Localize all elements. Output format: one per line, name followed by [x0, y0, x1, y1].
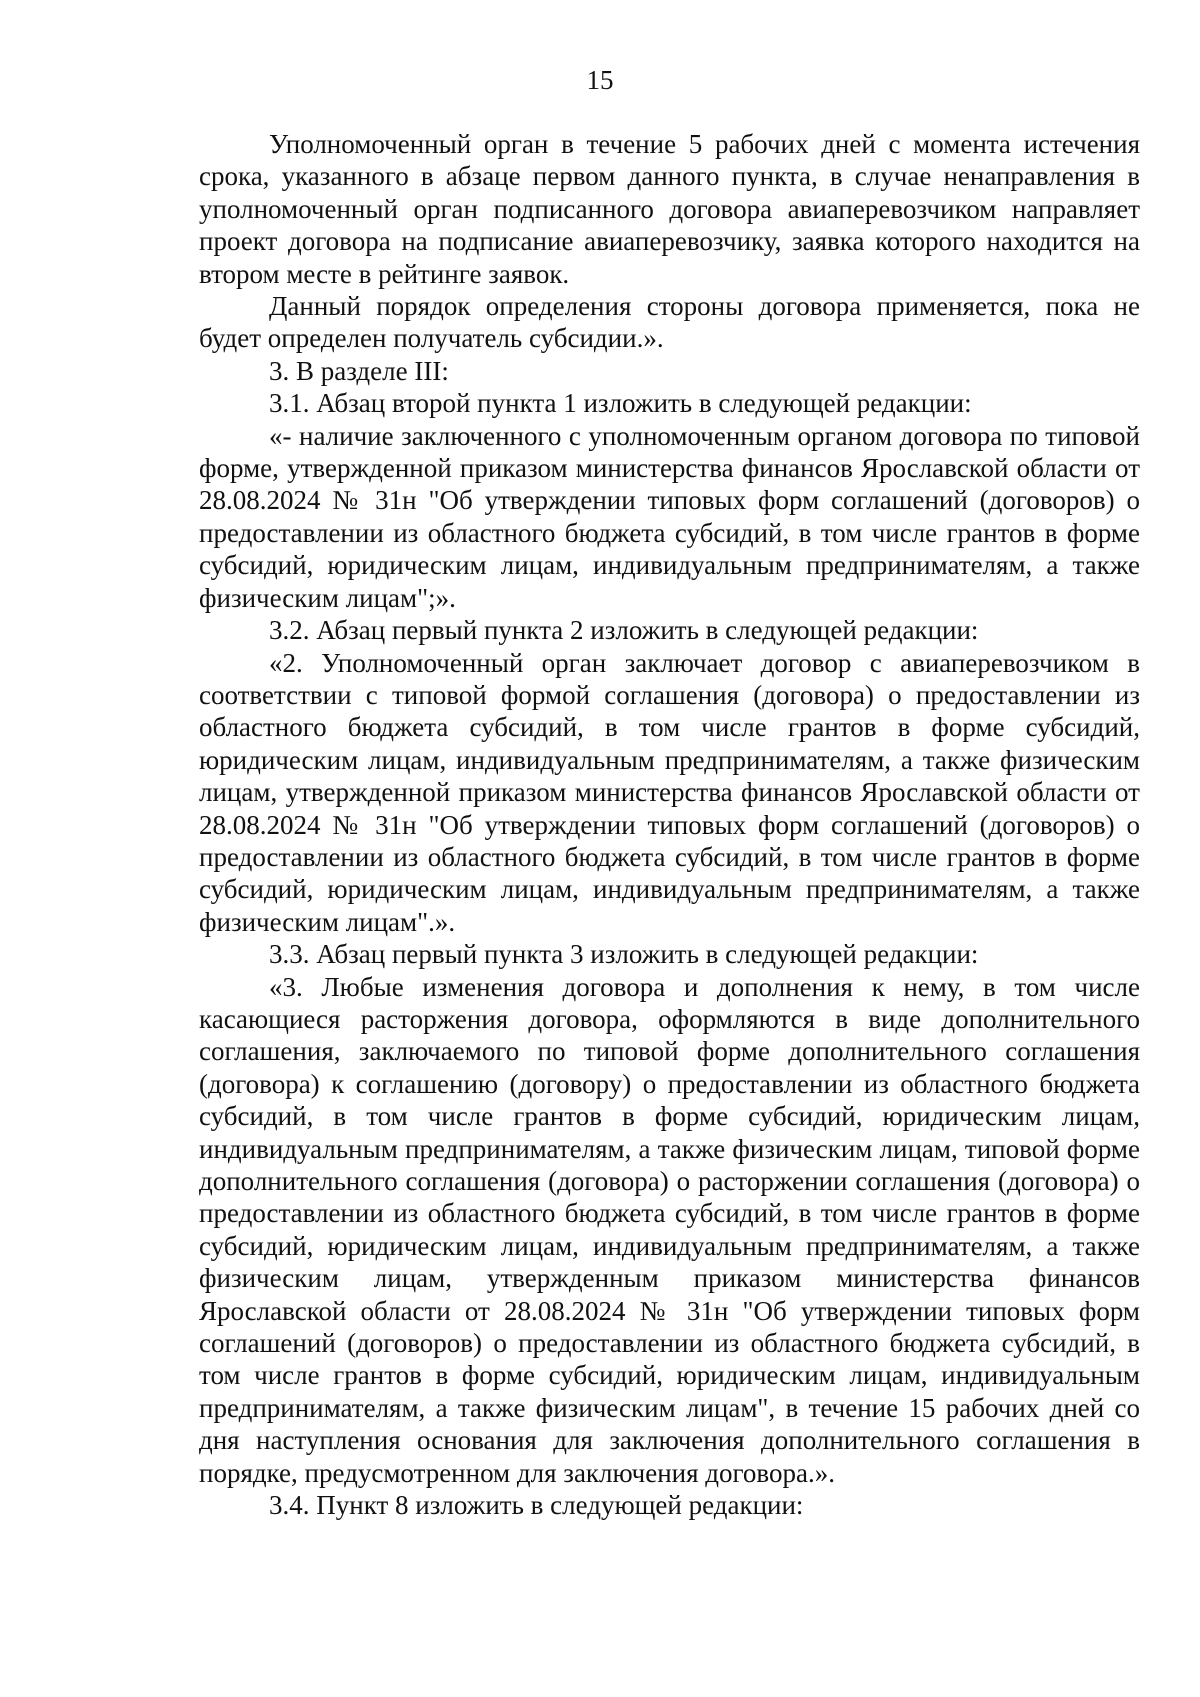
- paragraph-item-3-3-text: «3. Любые изменения договора и дополнения к нему, в том числе касающиеся расторжения договора, оформляются в виде дополнительного соглашения, заключаемого по типовой форме дополнительного соглашения (договора) к соглашению (договору) о предоставлении из областного бюджета субсидий, в том числе грантов в форме субсидий, юридическим лицам, индивидуальным предпринимателям, а также физическим лицам, типовой форме дополнительного соглашения (договора) о расторжении соглашения (договора) о предоставлении из областного бюджета субсидий, в том числе грантов в форме субсидий, юридическим лицам, индивидуальным предпринимателям, а также физическим лицам, утвержденным приказом министерства финансов Ярославской области от 28.08.2024 № 31н "Об утверждении типовых форм соглашений (договоров) о предоставлении из областного бюджета субсидий, в том числе грантов в форме субсидий, юридическим лицам, индивидуальным предпринимателям, а также физическим лицам", в течение 15 рабочих дней со дня наступления основания для заключения дополнительного соглашения в порядке, предусмотренном для заключения договора.».: [199, 971, 1140, 1488]
- paragraph-item-3-4-heading: 3.4. Пункт 8 изложить в следующей редакции:: [269, 1490, 804, 1521]
- paragraph-procedure-applies: Данный порядок определения стороны договора применяется, пока не будет определен получатель субсидии.».: [199, 291, 1140, 354]
- paragraph-section-3-heading: 3. В разделе III:: [269, 355, 449, 386]
- paragraph-item-3-1-text: «- наличие заключенного с уполномоченным органом договора по типовой форме, утвержденной приказом министерства финансов Ярославской области от 28.08.2024 № 31н "Об утверждении типовых форм соглашений (договоров) о предоставлении из областного бюджета субсидий, в том числе грантов в форме субсидий, юридическим лицам, индивидуальным предпринимателям, а также физическим лицам";».: [199, 420, 1140, 613]
- paragraph-authorized-body-deadline: Уполномоченный орган в течение 5 рабочих дней с момента истечения срока, указанного в абзаце первом данного пункта, в случае ненаправления в уполномоченный орган подписанного договора авиаперевозчиком направляет проект договора на подписание авиаперевозчику, заявка которого находится на втором месте в рейтинге заявок.: [199, 129, 1140, 289]
- paragraph-item-3-2-heading: 3.2. Абзац первый пункта 2 изложить в следующей редакции:: [269, 615, 979, 646]
- paragraph-item-3-1-heading: 3.1. Абзац второй пункта 1 изложить в следующей редакции:: [269, 388, 972, 419]
- page-number: 15: [586, 65, 614, 95]
- paragraph-item-3-3-heading: 3.3. Абзац первый пункта 3 изложить в следующей редакции:: [269, 939, 979, 970]
- paragraph-item-3-2-text: «2. Уполномоченный орган заключает договор с авиаперевозчиком в соответствии с типовой формой соглашения (договора) о предоставлении из областного бюджета субсидий, в том числе грантов в форме субсидий, юридическим лицам, индивидуальным предпринимателям, а также физическим лицам, утвержденной приказом министерства финансов Ярославской области от 28.08.2024 № 31н "Об утверждении типовых форм соглашений (договоров) о предоставлении из областного бюджета субсидий, в том числе грантов в форме субсидий, юридическим лицам, индивидуальным предпринимателям, а также физическим лицам".».: [199, 647, 1140, 937]
- document-body: [199, 128, 1140, 1521]
